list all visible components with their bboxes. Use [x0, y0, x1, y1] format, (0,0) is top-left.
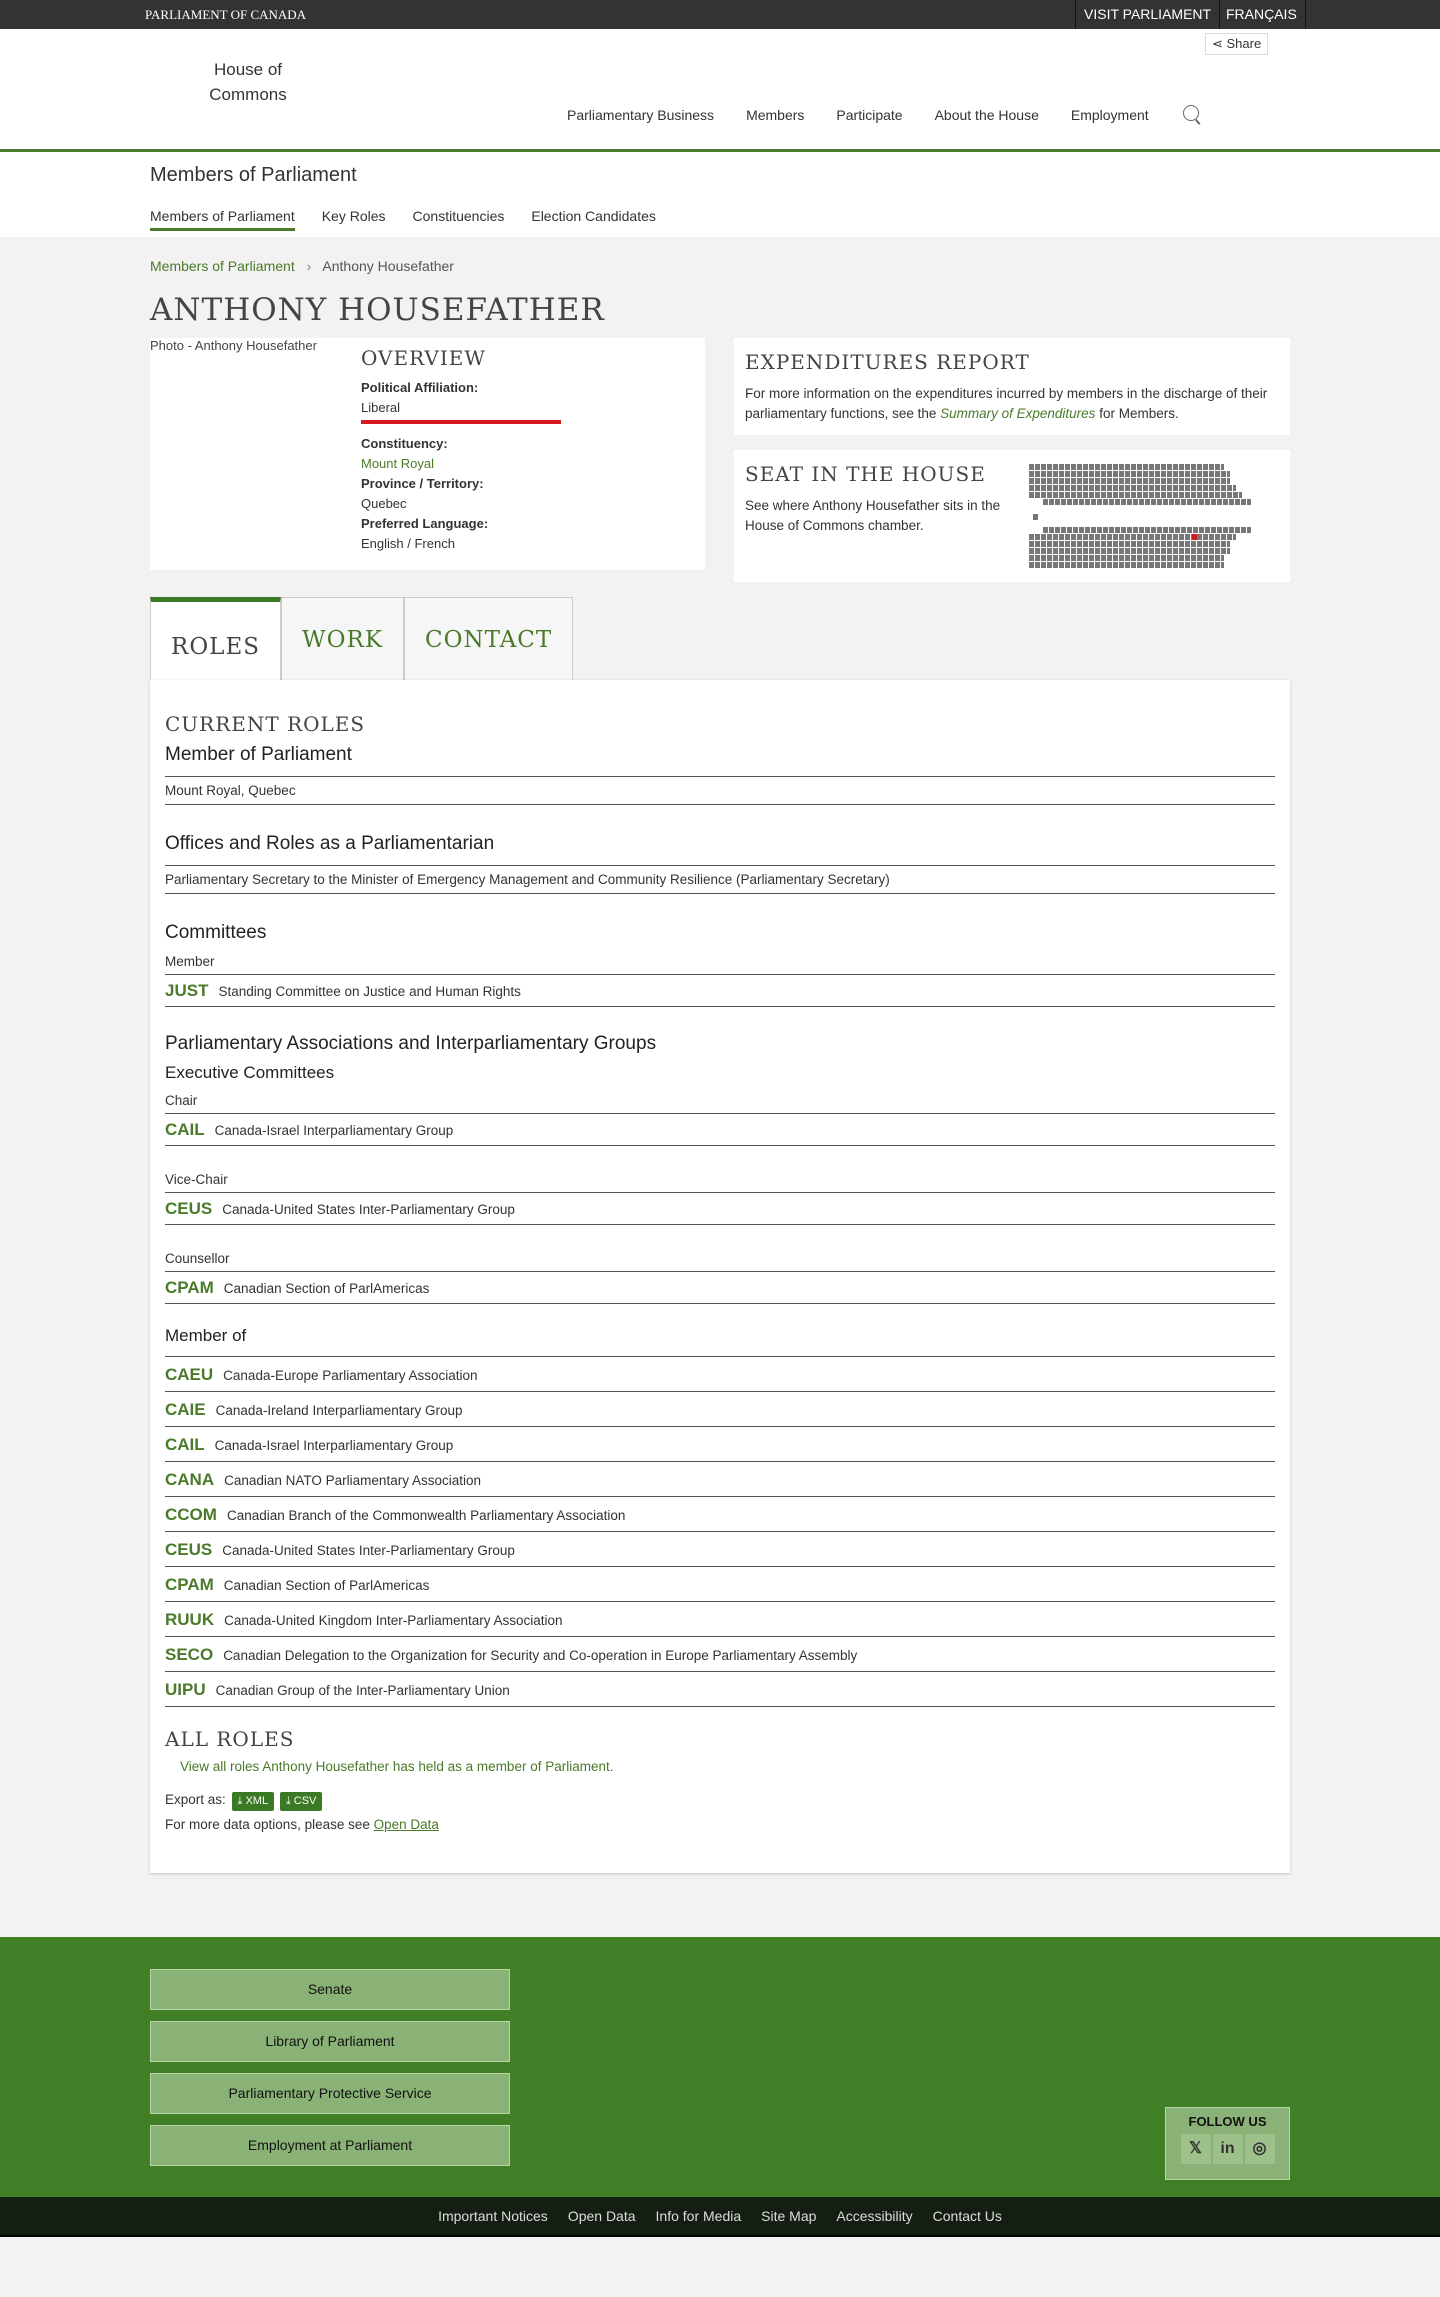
contact-us-link[interactable]: Contact Us [932, 2208, 1002, 2224]
association-name: Canadian Section of ParlAmericas [223, 1281, 430, 1296]
member-name: ANTHONY HOUSEFATHER [150, 292, 605, 328]
association-code[interactable]: CEUS [165, 1199, 213, 1218]
association-code[interactable]: UIPU [165, 1680, 206, 1699]
party-color-bar [361, 420, 561, 424]
association-name: Canada-United Kingdom Inter-Parliamentary Association [224, 1613, 563, 1628]
constituency-link[interactable]: Mount Royal [361, 456, 434, 471]
important-notices-link[interactable]: Important Notices [438, 2208, 548, 2224]
site-header [0, 29, 1440, 152]
section-title: Members of Parliament [150, 164, 357, 186]
association-code[interactable]: CAIL [165, 1435, 205, 1454]
open-data-link[interactable]: Open Data [373, 1817, 439, 1832]
breadcrumb [150, 258, 454, 274]
export-csv-button[interactable] [280, 1792, 323, 1811]
view-all-roles-link[interactable]: View all roles Anthony Housefather has held as a member of Parliament. [180, 1759, 614, 1774]
footer-link-senate[interactable]: Senate [150, 1969, 510, 2010]
expenditures-title: EXPENDITURES REPORT [745, 350, 1030, 374]
open-data-footer-link[interactable]: Open Data [567, 2208, 636, 2224]
language-toggle[interactable]: FRANÇAIS [1218, 0, 1306, 29]
brand: PARLIAMENT OF CANADA [145, 7, 307, 22]
download-icon: ⤓ [237, 1795, 246, 1807]
follow-us-label: FOLLOW US [1188, 2114, 1267, 2129]
committees-title: Committees [165, 922, 267, 943]
expenditures-card [734, 338, 1290, 435]
xml-label: XML [245, 1795, 269, 1807]
association-code[interactable]: CAEU [165, 1365, 214, 1384]
seat-card [734, 450, 1290, 582]
main-nav [567, 107, 1149, 123]
overview-card [150, 338, 705, 570]
expenditures-text-after: for Members. [1095, 406, 1179, 421]
nav-members[interactable]: Members [746, 107, 805, 123]
expenditures-text [745, 384, 1279, 424]
accessibility-link[interactable]: Accessibility [836, 2208, 913, 2224]
association-item[interactable] [165, 1497, 1275, 1532]
association-item[interactable] [165, 1602, 1275, 1637]
association-code[interactable]: SECO [165, 1645, 214, 1664]
seat-text: See where Anthony Housefather sits in the House of Commons chamber. [745, 498, 1001, 533]
export-row [165, 1792, 1275, 1811]
house-of-commons-logo[interactable]: House of Commons [209, 60, 287, 104]
association-code[interactable]: RUUK [165, 1610, 215, 1629]
nav-about-the-house[interactable]: About the House [934, 107, 1039, 123]
nav-parliamentary-business[interactable]: Parliamentary Business [567, 107, 715, 123]
top-bar [0, 0, 1440, 29]
association-item[interactable] [165, 1357, 1275, 1392]
member-seat-marker [1192, 534, 1197, 540]
breadcrumb-current: Anthony Housefather [322, 258, 454, 274]
association-code[interactable]: CAIE [165, 1400, 206, 1419]
offices-value: Parliamentary Secretary to the Minister of Emergency Management and Community Resilience (Parliamentary Secretary) [165, 865, 1275, 894]
tab-roles[interactable]: ROLES [150, 597, 281, 681]
seat-title: SEAT IN THE HOUSE [745, 462, 986, 486]
association-name: Canada-Israel Interparliamentary Group [214, 1438, 454, 1453]
expenditures-text-before: For more information on the expenditures incurred by members in the discharge of their parliamentary functions, see the [745, 386, 1268, 421]
roles-panel [150, 680, 1290, 1873]
associations-title: Parliamentary Associations and Interparliamentary Groups [165, 1033, 657, 1054]
footer-link-library[interactable]: Library of Parliament [150, 2021, 510, 2062]
association-name: Canada-Israel Interparliamentary Group [214, 1123, 454, 1138]
tab-work[interactable]: WORK [281, 597, 404, 681]
exec-role-label: Vice-Chair [165, 1172, 1275, 1193]
current-roles-title: CURRENT ROLES [165, 712, 366, 736]
open-data-note [165, 1817, 1275, 1832]
exec-role-group [165, 1251, 1275, 1304]
mp-value: Mount Royal, Quebec [165, 776, 1275, 805]
exec-role-group [165, 1172, 1275, 1225]
association-code[interactable]: CCOM [165, 1505, 217, 1524]
subnav-election-candidates[interactable]: Election Candidates [531, 208, 656, 224]
summary-of-expenditures-link[interactable]: Summary of Expenditures [940, 406, 1096, 421]
profile-tabs [150, 597, 573, 681]
association-code[interactable]: CPAM [165, 1278, 214, 1297]
association-name: Canadian Delegation to the Organization for Security and Co-operation in Europe Parliamentary Assembly [223, 1648, 858, 1663]
share-button[interactable] [1205, 33, 1268, 55]
association-name: Canada-Ireland Interparliamentary Group [215, 1403, 463, 1418]
export-xml-button[interactable] [232, 1792, 275, 1811]
association-code[interactable]: CAIL [165, 1120, 205, 1139]
constituency-label: Constituency: [361, 436, 448, 451]
nav-participate[interactable]: Participate [836, 107, 903, 123]
association-item[interactable] [165, 1532, 1275, 1567]
share-label: Share [1226, 36, 1262, 51]
association-item[interactable] [165, 1672, 1275, 1707]
committee-code[interactable]: JUST [165, 981, 209, 1000]
province-label: Province / Territory: [361, 476, 484, 491]
association-item[interactable] [165, 1193, 1275, 1225]
mp-title: Member of Parliament [165, 744, 352, 765]
footer-link-employment[interactable]: Employment at Parliament [150, 2125, 510, 2166]
association-name: Canada-United States Inter-Parliamentary Group [222, 1543, 515, 1558]
exec-role-group [165, 1093, 1275, 1146]
nav-employment[interactable]: Employment [1070, 107, 1149, 123]
open-data-text: For more data options, please see [165, 1817, 374, 1832]
tab-contact[interactable]: CONTACT [404, 597, 573, 681]
association-name: Canadian Section of ParlAmericas [223, 1578, 430, 1593]
association-item[interactable] [165, 1392, 1275, 1427]
association-item[interactable] [165, 1427, 1275, 1462]
executive-committees-title: Executive Committees [165, 1063, 335, 1082]
subnav-members-of-parliament[interactable]: Members of Parliament [150, 208, 295, 231]
all-roles-title: ALL ROLES [165, 1727, 295, 1751]
offices-title: Offices and Roles as a Parliamentarian [165, 833, 495, 854]
association-item[interactable] [165, 1272, 1275, 1304]
association-item[interactable] [165, 1567, 1275, 1602]
committee-role-label: Member [165, 954, 1275, 975]
x-icon[interactable]: 𝕏 [1181, 2134, 1211, 2164]
member-photo: Photo - Anthony Housefather [150, 338, 317, 353]
share-icon: ⋖ [1212, 36, 1227, 51]
language-label: Preferred Language: [361, 516, 489, 531]
association-name: Canada-Europe Parliamentary Association [223, 1368, 478, 1383]
subnav-constituencies[interactable]: Constituencies [412, 208, 505, 224]
info-for-media-link[interactable]: Info for Media [655, 2208, 742, 2224]
association-name: Canadian Branch of the Commonwealth Parliamentary Association [226, 1508, 626, 1523]
footer [0, 1937, 1440, 2197]
follow-us-box [1165, 2107, 1290, 2180]
linkedin-icon[interactable]: in [1213, 2134, 1243, 2164]
search-icon[interactable] [1183, 105, 1199, 121]
association-code[interactable]: CPAM [165, 1575, 214, 1594]
exec-role-label: Chair [165, 1093, 1275, 1114]
association-name: Canada-United States Inter-Parliamentary Group [222, 1202, 515, 1217]
export-label: Export as: [165, 1792, 226, 1807]
affiliation-label: Political Affiliation: [361, 380, 479, 395]
csv-label: CSV [293, 1795, 317, 1807]
chevron-right-icon: › [306, 258, 312, 274]
section-nav [150, 208, 656, 231]
breadcrumb-parent[interactable]: Members of Parliament [150, 258, 295, 274]
visit-parliament-link[interactable]: VISIT PARLIAMENT [1075, 0, 1220, 29]
language-value: English / French [361, 536, 455, 551]
overview-title: OVERVIEW [361, 346, 486, 370]
association-name: Canadian NATO Parliamentary Association [224, 1473, 481, 1488]
download-icon: ⤓ [285, 1795, 294, 1807]
member-of-title: Member of [165, 1326, 247, 1345]
committee-name: Standing Committee on Justice and Human Rights [218, 984, 521, 999]
committee-item[interactable] [165, 975, 1275, 1007]
footer-link-protective-service[interactable]: Parliamentary Protective Service [150, 2073, 510, 2114]
province-value: Quebec [361, 496, 407, 511]
association-item[interactable] [165, 1462, 1275, 1497]
subnav-key-roles[interactable]: Key Roles [321, 208, 386, 224]
association-code[interactable]: CEUS [165, 1540, 213, 1559]
site-map-link[interactable]: Site Map [761, 2208, 817, 2224]
seating-chart[interactable] [1029, 462, 1259, 572]
association-item[interactable] [165, 1114, 1275, 1146]
bottom-links [0, 2197, 1440, 2237]
affiliation-value: Liberal [361, 400, 401, 415]
exec-role-label: Counsellor [165, 1251, 1275, 1272]
association-name: Canadian Group of the Inter-Parliamentary Union [215, 1683, 510, 1698]
instagram-icon[interactable]: ◎ [1245, 2134, 1275, 2164]
association-item[interactable] [165, 1637, 1275, 1672]
association-code[interactable]: CANA [165, 1470, 215, 1489]
section-header [0, 152, 1440, 237]
